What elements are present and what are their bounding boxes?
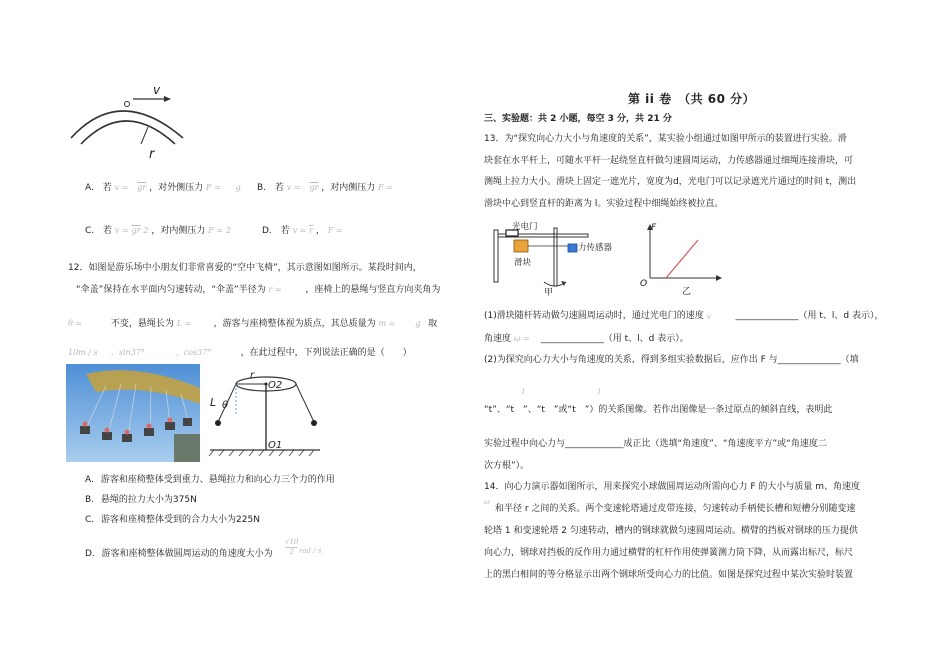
- q11-option-b[interactable]: [257, 181, 393, 195]
- q14-line-1: 14．向心力演示器如图所示，用来探究小球做圆周运动所需向心力 F 的大小与质量 m、角速度: [484, 482, 860, 492]
- q13-line-1: 13．为“探究向心力大小与角速度的关系”，某实验小组通过如图甲所示的装置进行实验。滑: [484, 134, 847, 144]
- q12-option-d-text: 游客和座椅整体做圆周运动的角速度大小为: [101, 549, 273, 559]
- swing-schematic: [204, 364, 328, 462]
- fig-o1-label: O1: [268, 440, 283, 451]
- q12-radius-math: r =: [268, 285, 282, 294]
- option-c-math4: 2: [225, 226, 232, 235]
- option-b-pre: 若: [274, 183, 284, 193]
- q12-option-d[interactable]: [85, 548, 273, 561]
- fig-theta-label: θ: [222, 400, 229, 411]
- radius-label: r: [149, 147, 155, 162]
- q13-part1-a: (1)滑块随杆转动做匀速圆周运动时，通过光电门的速度: [484, 311, 704, 321]
- photogate-label: 光电门: [512, 222, 538, 232]
- q12-mass-math: m =: [378, 319, 396, 328]
- option-d-pre: 若: [280, 226, 290, 236]
- q13-part2-line4: 次方根”）。: [484, 461, 530, 471]
- option-c-mid: ，对内侧压力: [151, 226, 206, 236]
- q14-line-3: 轮塔 1 和变速轮塔 2 匀速转动，槽内的钢球就做匀速圆周运动。横臂的挡板对钢球的压力提供: [484, 526, 858, 536]
- q13-velocity-math: v: [706, 312, 712, 321]
- option-a-key: A.: [85, 183, 94, 193]
- q12-line-2b: ，座椅上的悬绳与竖直方向夹角为: [305, 285, 441, 295]
- q12-g-value: 10m / s: [68, 348, 98, 357]
- q13-part1-line1: [484, 310, 883, 323]
- option-a-mid: ，对外侧压力: [149, 183, 204, 193]
- q13-part1-b: ______________（用 t、l、d 表示），: [735, 311, 884, 321]
- slider-label: 滑块: [514, 258, 532, 268]
- q12-option-c-key: C.: [85, 515, 95, 525]
- option-c-math1: v =: [114, 226, 129, 235]
- q12-line-2: [76, 283, 440, 297]
- option-a-math4: g: [235, 183, 241, 192]
- q12-cos-math: ，cos37°: [175, 348, 212, 357]
- q12-option-a-text: 游客和座椅整体受到重力、悬绳拉力和向心力三个力的作用: [100, 475, 335, 485]
- option-b-math3: F =: [378, 183, 393, 192]
- force-sensor-label: 力传感器: [578, 243, 613, 253]
- q12-line-4a: ，在此过程中，下列说法正确的是（ ）: [240, 348, 412, 358]
- q12-line-4: [68, 346, 412, 360]
- q13-line-4: 滑块中心到竖直杆的距离为 l。实验过程中细绳始终被拉直。: [484, 199, 724, 209]
- q13-part1-line2: [484, 332, 689, 346]
- q12-line-3a: 不变，悬绳长为: [110, 319, 174, 329]
- q12-line-1: 12．如图是游乐场中小朋友们非常喜爱的“空中飞椅”，其示意图如图所示。某段时间内，: [68, 263, 422, 273]
- q12-sin-math: ，sin37°: [110, 348, 145, 357]
- q13-line-2: 块套在水平杆上，可随水平杆一起绕竖直杆做匀速圆周运动，力传感器通过细绳连接滑块，可: [484, 156, 854, 166]
- option-a-math1: v =: [114, 183, 129, 192]
- option-d-key: D.: [262, 226, 272, 236]
- q12-g-math: g: [415, 319, 421, 328]
- fig-o2-label: O2: [268, 380, 283, 391]
- q12-option-d-math: [285, 538, 298, 557]
- option-b-math2: $\overline{gr}$: [309, 183, 319, 192]
- option-d-math2: $\overline{r}$: [309, 226, 314, 235]
- option-b-key: B.: [257, 183, 267, 193]
- option-c-math2: $\overline{gr}$: [131, 226, 141, 235]
- option-d-math3: F =: [327, 226, 343, 235]
- track-diagram: [65, 82, 195, 167]
- q13-part2-line1: (2)为探究向心力大小与角速度的关系，得到多组实验数据后，应作出 F 与______________（填: [484, 355, 859, 365]
- q12-option-a[interactable]: [85, 474, 335, 487]
- q13-part2-line2: “t”、“t ”、“t ”或“t ”）的关系图像。若作出图像是一条过原点的倾斜直线，表明此: [484, 405, 833, 415]
- q12-option-a-key: A.: [85, 475, 94, 485]
- q11-option-c[interactable]: [85, 224, 231, 238]
- figure-yi-label: 乙: [682, 287, 692, 296]
- figure-jia-label: 甲: [544, 288, 554, 296]
- q12-option-d-den: 2: [289, 548, 294, 556]
- apparatus-diagram: [484, 220, 624, 296]
- q12-line-3b: ，游客与座椅整体视为质点，其总质量为: [213, 319, 376, 329]
- option-c-math2b: 2: [143, 226, 149, 235]
- option-c-key: C.: [85, 226, 95, 236]
- fig-r-label: r: [250, 370, 255, 381]
- experiment-section-title: 三、实验题：共 2 小题，每空 3 分，共 21 分: [484, 114, 672, 124]
- q13-option-frac-2: 1: [597, 388, 602, 396]
- q13-part1-d: ______________（用 t、l、d 表示）。: [540, 334, 689, 344]
- velocity-label: v: [153, 83, 161, 97]
- q13-part2-line3: 实验过程中向心力与_____________成正比（选填“角速度”、“角速度平方”或“角速度二: [484, 439, 827, 449]
- q14-line-5: 上的黑白相间的等分格显示出两个钢球所受向心力的比值。如图是探究过程中某次实验时装置: [484, 570, 854, 580]
- q12-option-d-unit: rad / s: [299, 547, 322, 555]
- q12-option-b[interactable]: [85, 494, 197, 507]
- q12-option-b-key: B.: [85, 495, 95, 505]
- option-d-math1: v =: [292, 226, 307, 235]
- q12-length-math: L =: [176, 319, 192, 328]
- q11-option-a[interactable]: [85, 181, 241, 195]
- q12-option-d-num: √10: [285, 538, 299, 546]
- swing-ride-photo: [66, 364, 200, 462]
- q12-theta-math: θ =: [68, 319, 83, 328]
- q12-option-d-key: D.: [85, 549, 95, 559]
- option-b-math1: v =: [286, 183, 301, 192]
- q13-line-3: 测绳上拉力大小。滑块上固定一遮光片，宽度为d，光电门可以记录遮光片通过的时间 t，测出: [484, 177, 857, 187]
- option-c-math3: F =: [208, 226, 224, 235]
- option-d-mid: ，: [315, 226, 325, 236]
- option-a-pre: 若: [102, 183, 112, 193]
- option-c-pre: 若: [103, 226, 113, 236]
- q12-line-2a: “伞盖”保持在水平面内匀速转动，“伞盖”半径为: [76, 285, 266, 295]
- option-a-math3: F =: [205, 183, 221, 192]
- section-ii-header: 第 ii 卷 （共 60 分）: [628, 92, 756, 106]
- option-a-math2: $\overline{gr}$: [137, 183, 147, 192]
- option-b-mid: ，对内侧压力: [321, 183, 376, 193]
- q13-part1-c: 角速度: [484, 334, 512, 344]
- q14-line-2: 和半径 r 之间的关系。两个变速轮塔通过皮带连接，匀速转动手柄使长槽和短槽分别随变速: [495, 504, 856, 514]
- q11-option-d[interactable]: [262, 224, 343, 238]
- q12-line-3: [68, 317, 437, 331]
- q13-omega-math: ω =: [513, 334, 530, 343]
- fig-l-label: L: [210, 396, 217, 409]
- graph-origin-label: O: [640, 279, 648, 289]
- q12-option-c[interactable]: [85, 514, 260, 527]
- q12-option-c-text: 游客和座椅整体受到的合力大小为225N: [101, 515, 260, 525]
- q13-option-frac-1: 1: [521, 388, 526, 396]
- graph-f-label: F: [651, 223, 657, 233]
- force-graph: [636, 220, 726, 296]
- q12-line-3c: 取: [428, 319, 438, 329]
- q14-line-4: 向心力，钢球对挡板的反作用力通过横臂的杠杆作用使弹簧测力筒下降，从而露出标尺，标尺: [484, 548, 854, 558]
- q14-omega-math: ω: [484, 498, 490, 506]
- q12-option-b-text: 悬绳的拉力大小为375N: [100, 495, 197, 505]
